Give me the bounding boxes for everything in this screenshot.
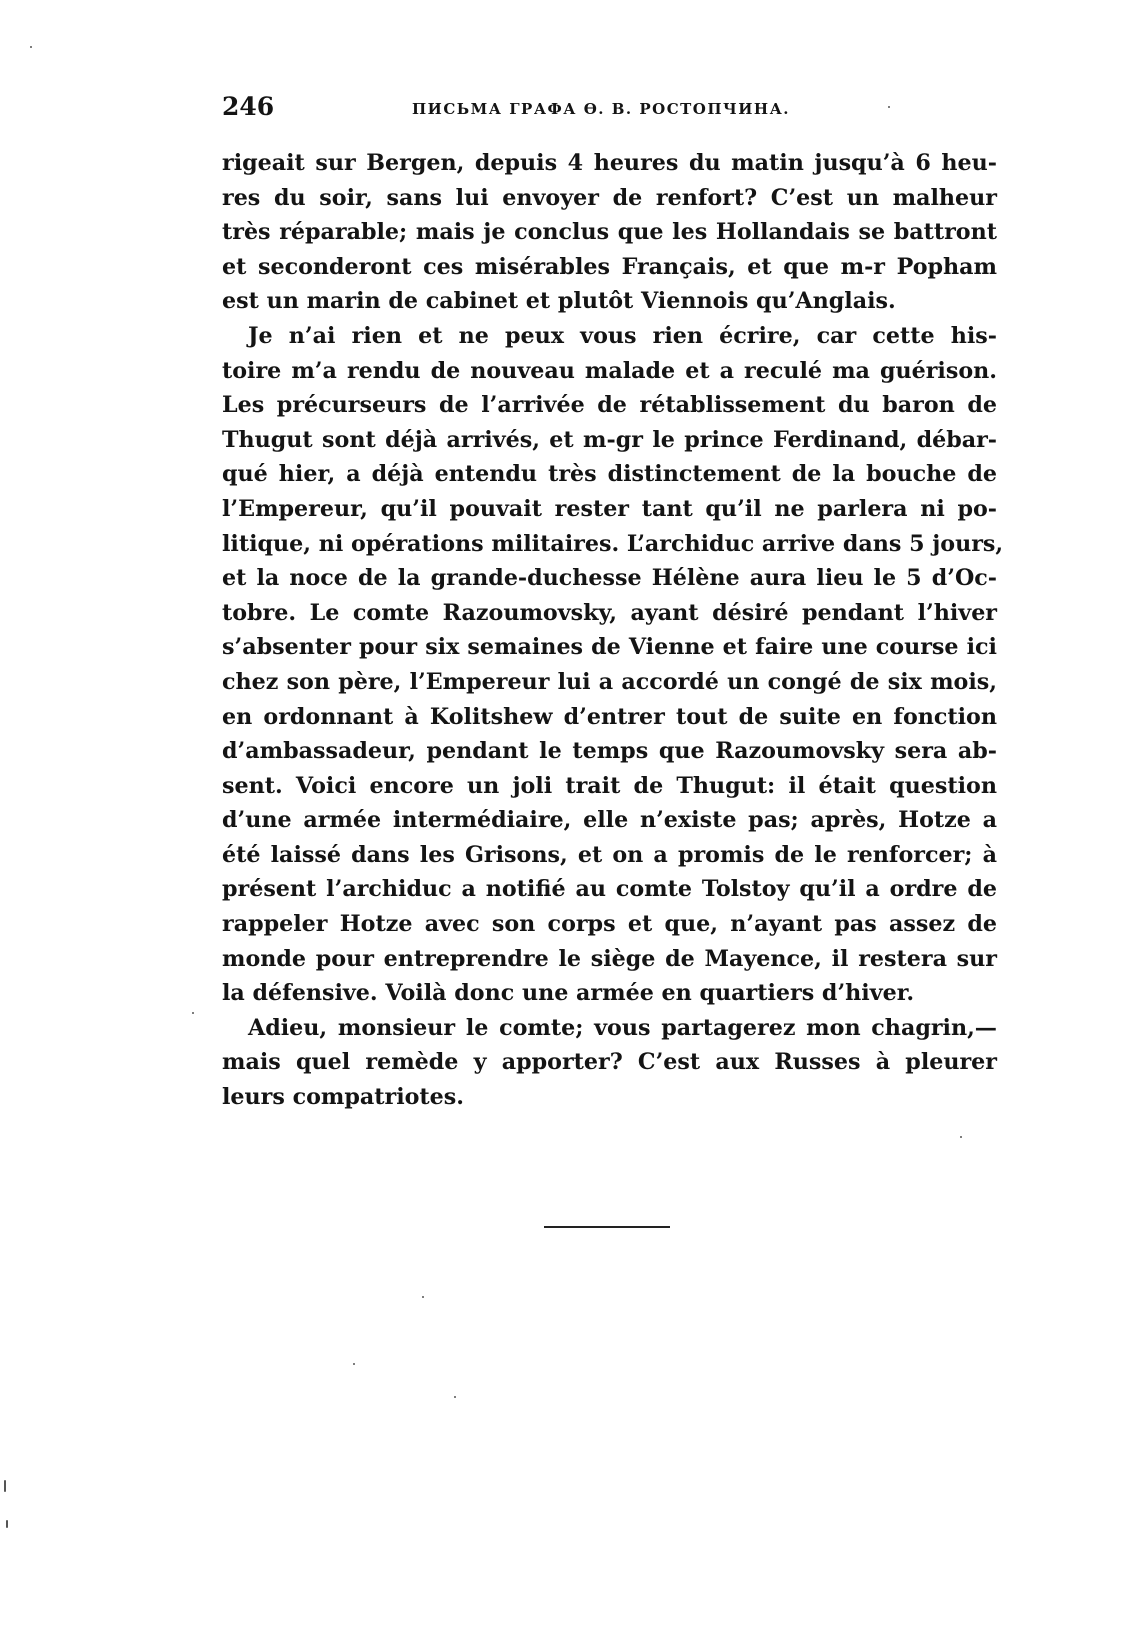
scan-speck — [6, 1520, 8, 1528]
text-line: toire m’a rendu de nouveau malade et a reculé ma guérison. — [222, 357, 997, 384]
scan-speck — [960, 1136, 962, 1138]
text-line: chez son père, l’Empereur lui a accordé un congé de six mois, — [222, 668, 997, 695]
letter-text — [222, 146, 1004, 1115]
text-line: leurs compatriotes. — [222, 1084, 465, 1111]
text-line: rappeler Hotze avec son corps et que, n’ayant pas assez de — [222, 911, 997, 938]
text-line: mais quel remède y apporter? C’est aux Russes à pleurer — [222, 1049, 997, 1076]
text-line: présent l’archiduc a notifié au comte Tolstoy qu’il a ordre de — [222, 876, 997, 903]
scan-speck — [4, 1480, 6, 1492]
scan-speck — [454, 1396, 456, 1398]
text-line: rigeait sur Bergen, depuis 4 heures du matin jusqu’à 6 heu- — [222, 150, 997, 176]
text-line: res du soir, sans lui envoyer de renfort? C’est un malheur — [222, 184, 997, 211]
text-line: Thugut sont déjà arrivés, et m-gr le prince Ferdinand, débar- — [222, 426, 997, 453]
text-line: est un marin de cabinet et plutôt Viennois qu’Anglais. — [222, 288, 896, 315]
text-line: Les précurseurs de l’arrivée de rétablissement du baron de — [222, 392, 997, 419]
text-line: en ordonnant à Kolitshew d’entrer tout de suite en fonction — [222, 703, 997, 730]
scan-speck — [888, 106, 890, 108]
text-line: d’une armée intermédiaire, elle n’existe pas; après, Hotze a — [222, 807, 997, 834]
scan-speck — [353, 1363, 355, 1365]
text-line: s’absenter pour six semaines de Vienne et faire une course ici — [222, 634, 997, 661]
text-line: Je n’ai rien et ne peux vous rien écrire, car cette his- — [248, 322, 997, 349]
text-line: et la noce de la grande-duchesse Hélène aura lieu le 5 d’Oc- — [222, 565, 997, 592]
text-line: d’ambassadeur, pendant le temps que Razoumovsky sera ab- — [222, 738, 997, 765]
text-line: la défensive. Voilà donc une armée en quartiers d’hiver. — [222, 980, 915, 1007]
scan-speck — [192, 1012, 194, 1014]
page-number: 246 — [222, 92, 275, 121]
text-line: Adieu, monsieur le comte; vous partagerez mon chagrin,— — [248, 1014, 997, 1041]
text-line: sent. Voici encore un joli trait de Thugut: il était question — [222, 772, 997, 799]
scan-speck — [30, 46, 32, 48]
text-line: et seconderont ces misérables Français, et que m-r Popham — [222, 253, 997, 280]
text-line: l’Empereur, qu’il pouvait rester tant qu’il ne parlera ni po- — [222, 495, 997, 522]
end-rule — [544, 1226, 670, 1228]
running-head — [222, 92, 1002, 126]
scan-speck — [422, 1296, 424, 1298]
text-line: monde pour entreprendre le siège de Mayence, il restera sur — [222, 945, 997, 972]
text-line: litique, ni opérations militaires. L’archiduc arrive dans 5 jours, — [222, 530, 1004, 557]
text-line: qué hier, a déjà entendu très distinctement de la bouche de — [222, 461, 997, 488]
running-title: ПИСЬМА ГРАФА Ө. В. РОСТОПЧИНА. — [412, 100, 791, 118]
text-line: tobre. Le comte Razoumovsky, ayant désiré pendant l’hiver — [222, 599, 997, 626]
text-line: été laissé dans les Grisons, et on a promis de le renforcer; à — [222, 841, 997, 868]
text-line: très réparable; mais je conclus que les Hollandais se battront — [222, 219, 997, 246]
